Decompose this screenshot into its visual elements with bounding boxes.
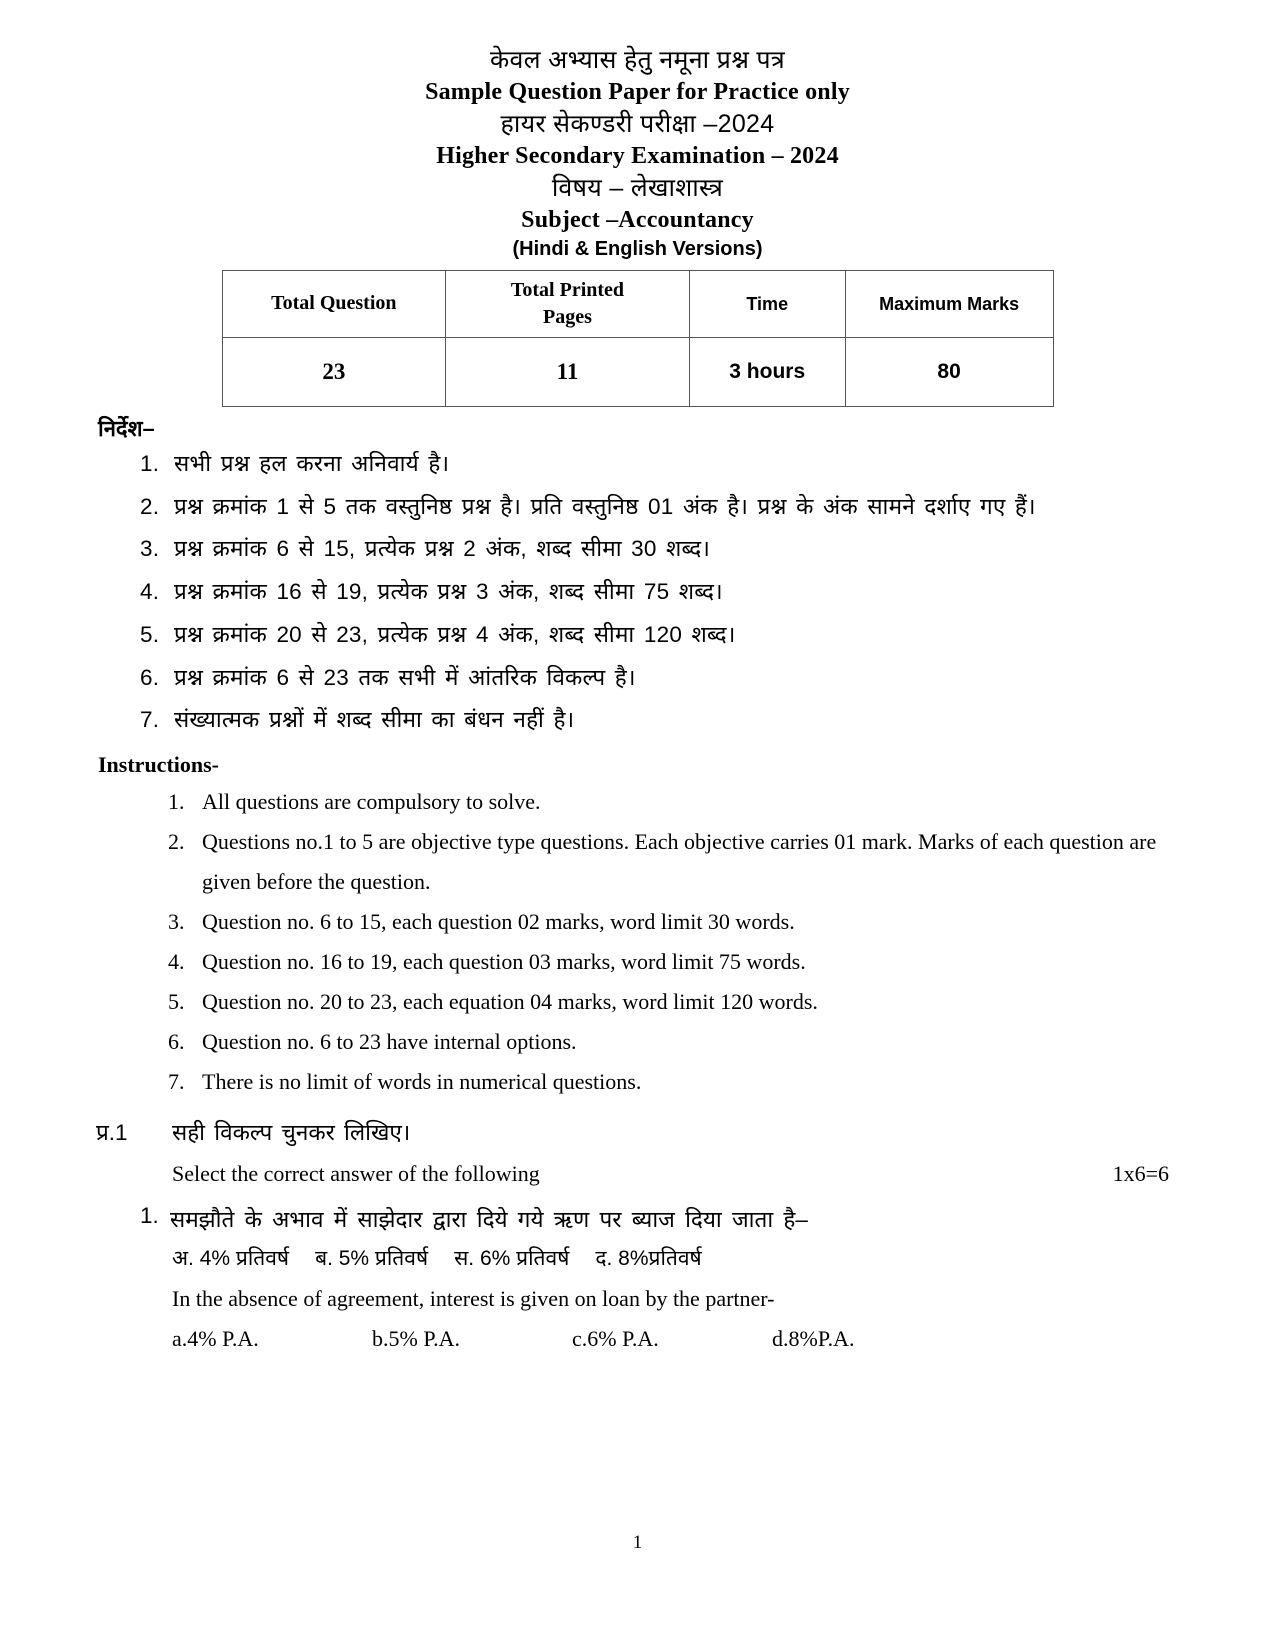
option-hindi-a[interactable]: अ. 4% प्रतिवर्ष [172,1247,290,1271]
header-line-english-exam: Higher Secondary Examination – 2024 [436,143,839,170]
question-1-subitem-1 [140,1203,1179,1234]
question-1-label: प्र.1 [96,1120,128,1146]
english-instruction-number: 2. [168,829,185,855]
table-value-row [222,337,1053,406]
hindi-instruction-item [140,571,1179,614]
exam-meta-table [222,270,1054,407]
page-header [96,44,1179,262]
header-total-printed-pages [446,270,690,337]
option-hindi-b[interactable]: ब. 5% प्रतिवर्ष [315,1247,429,1271]
hindi-instruction-text: प्रश्न क्रमांक 20 से 23, प्रत्येक प्रश्न 4 अंक, शब्द सीमा 120 शब्द। [174,621,736,647]
option-english-b[interactable]: b.5% P.A. [372,1326,461,1352]
table-header-row [222,270,1053,337]
english-instructions-heading: Instructions- [98,752,220,778]
english-instruction-item [168,942,1179,982]
hindi-instruction-number: 6. [140,664,160,690]
hindi-instruction-item [140,657,1179,700]
english-instruction-number: 6. [168,1029,185,1055]
hindi-instruction-number: 5. [140,621,160,647]
hindi-instruction-item [140,443,1179,486]
page-number: 1 [632,1532,643,1553]
hindi-instructions-list [96,443,1179,742]
question-1-prompt-hindi: सही विकल्प चुनकर लिखिए। [172,1120,411,1146]
question-1-heading-row [96,1116,1179,1147]
question-1-options-english [172,1326,1179,1352]
hindi-instructions-heading: निर्देश– [98,415,155,441]
option-english-c[interactable]: c.6% P.A. [572,1326,659,1352]
header-total-printed-pages-line1: Total Printed [510,278,625,301]
english-instruction-number: 1. [168,789,185,815]
english-instruction-item [168,1022,1179,1062]
header-line-hindi-title: केवल अभ्यास हेतु नमूना प्रश्न पत्र [489,46,786,74]
hindi-instruction-text: प्रश्न क्रमांक 16 से 19, प्रत्येक प्रश्न 3 अंक, शब्द सीमा 75 शब्द। [174,579,723,605]
header-line-english-title: Sample Question Paper for Practice only [425,79,850,106]
hindi-instruction-item [140,699,1179,742]
english-instruction-item [168,982,1179,1022]
english-instruction-number: 7. [168,1069,185,1095]
question-1-prompt-english-row [172,1161,1179,1187]
english-instruction-number: 3. [168,909,185,935]
value-time: 3 hours [689,337,845,406]
english-instruction-item [168,1062,1179,1102]
value-total-printed-pages: 11 [446,337,690,406]
english-instruction-text: All questions are compulsory to solve. [202,789,541,815]
question-1-marks: 1x6=6 [1112,1161,1169,1187]
header-line-english-subject: Subject –Accountancy [521,207,754,234]
hindi-instruction-number: 4. [140,579,160,605]
page-footer [0,1532,1275,1554]
hindi-instruction-number: 2. [140,493,160,519]
hindi-instruction-number: 3. [140,536,160,562]
header-time: Time [689,270,845,337]
question-1-prompt-english: Select the correct answer of the following [172,1161,540,1187]
english-instruction-number: 4. [168,949,185,975]
hindi-instruction-text: सभी प्रश्न हल करना अनिवार्य है। [174,450,450,476]
english-instruction-text: Question no. 6 to 15, each question 02 marks, word limit 30 words. [202,909,795,935]
english-instruction-text: Questions no.1 to 5 are objective type questions. Each objective carries 01 mark. Marks of each question are given before the question. [202,829,1157,895]
option-hindi-c[interactable]: स. 6% प्रतिवर्ष [454,1247,570,1271]
hindi-instruction-text: संख्यात्मक प्रश्नों में शब्द सीमा का बंधन नहीं है। [174,707,575,733]
value-maximum-marks: 80 [845,337,1053,406]
hindi-instruction-text: प्रश्न क्रमांक 6 से 23 तक सभी में आंतरिक विकल्प है। [174,664,636,690]
option-hindi-d[interactable]: द. 8%प्रतिवर्ष [595,1247,702,1271]
header-line-hindi-subject: विषय – लेखाशास्त्र [551,173,724,202]
hindi-instruction-item [140,614,1179,657]
option-english-a[interactable]: a.4% P.A. [172,1326,259,1352]
question-1-subitem-text-english: In the absence of agreement, interest is given on loan by the partner- [172,1286,775,1312]
header-maximum-marks: Maximum Marks [845,270,1053,337]
hindi-instruction-number: 7. [140,707,160,733]
hindi-instruction-text: प्रश्न क्रमांक 6 से 15, प्रत्येक प्रश्न 2 अंक, शब्द सीमा 30 शब्द। [174,536,711,562]
hindi-instruction-item [140,486,1179,529]
hindi-instruction-text: प्रश्न क्रमांक 1 से 5 तक वस्तुनिष्ठ प्रश्न है। प्रति वस्तुनिष्ठ 01 अंक है। प्रश्न के अंक सामने दर्शाए गए हैं। [174,493,1036,519]
header-line-hindi-exam: हायर सेकण्डरी परीक्षा –2024 [500,109,775,138]
question-1-options-hindi [172,1244,1179,1272]
subitem-text-hindi: समझौते के अभाव में साझेदार द्वारा दिये गये ऋण पर ब्याज दिया जाता है– [170,1207,808,1233]
header-total-printed-pages-line2: Pages [543,305,592,328]
subitem-number: 1. [140,1203,159,1229]
header-total-question: Total Question [222,270,446,337]
english-instruction-item [168,822,1179,902]
english-instruction-item [168,902,1179,942]
option-english-d[interactable]: d.8%P.A. [772,1326,855,1352]
english-instructions-list [96,782,1179,1102]
header-line-versions: (Hindi & English Versions) [512,237,763,260]
english-instruction-text: Question no. 16 to 19, each question 03 marks, word limit 75 words. [202,949,806,975]
value-total-question: 23 [222,337,446,406]
english-instruction-item [168,782,1179,822]
hindi-instruction-number: 1. [140,450,160,476]
english-instruction-number: 5. [168,989,185,1015]
english-instruction-text: There is no limit of words in numerical questions. [202,1069,642,1095]
english-instruction-text: Question no. 6 to 23 have internal options. [202,1029,577,1055]
english-instruction-text: Question no. 20 to 23, each equation 04 marks, word limit 120 words. [202,989,818,1015]
hindi-instruction-item [140,528,1179,571]
